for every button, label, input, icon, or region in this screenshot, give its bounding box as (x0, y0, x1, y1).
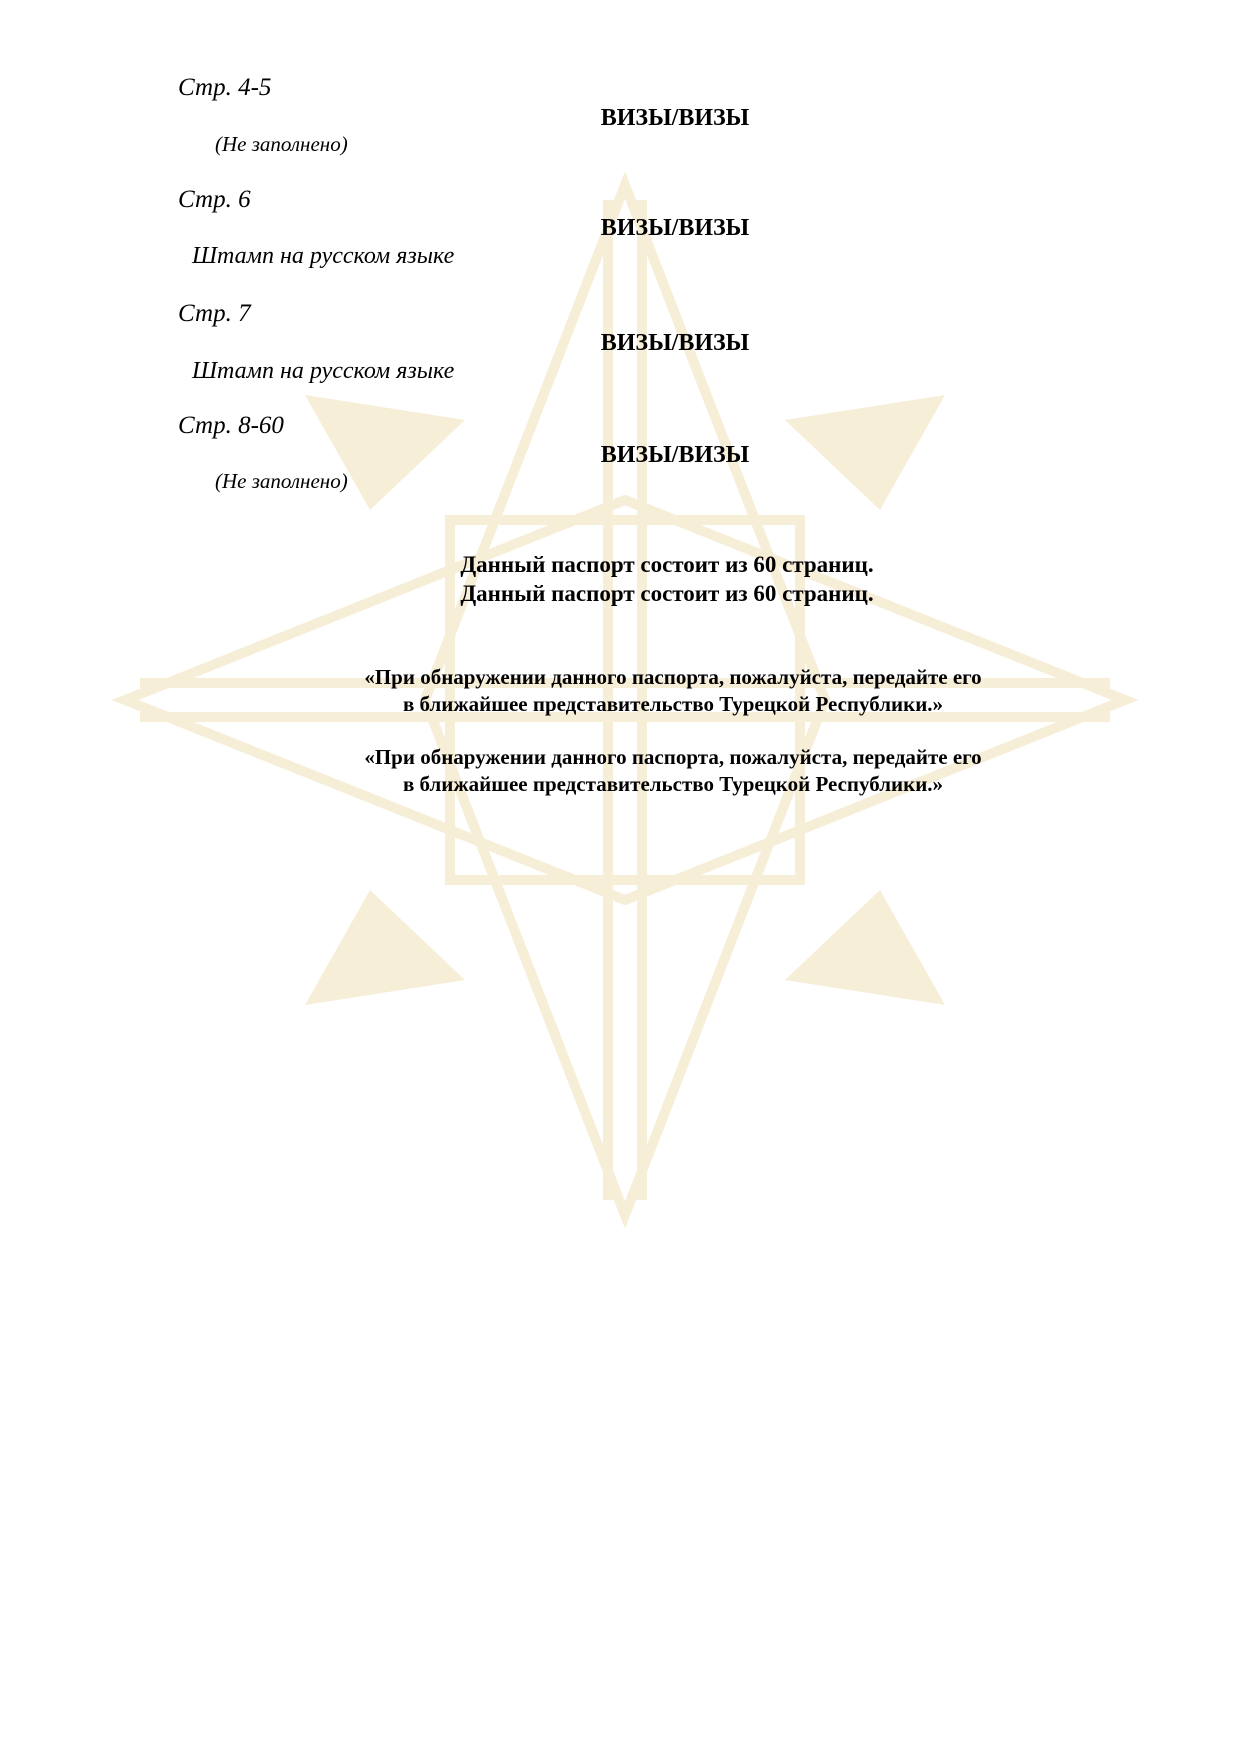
return-notice-line: «При обнаружении данного паспорта, пожалуйста, передайте его (364, 665, 982, 689)
return-notice-line: в ближайшее представительство Турецкой Республики.» (402, 692, 944, 716)
page-label: Стр. 8-60 (178, 412, 284, 439)
visa-heading: ВИЗЫ/ВИЗЫ (600, 442, 750, 468)
blank-note: (Не заполнено) (215, 469, 348, 493)
page-label: Стр. 6 (178, 186, 251, 213)
visa-heading: ВИЗЫ/ВИЗЫ (600, 105, 750, 131)
visa-heading: ВИЗЫ/ВИЗЫ (600, 330, 750, 356)
page-label: Стр. 4-5 (178, 74, 272, 101)
page-label: Стр. 7 (178, 300, 251, 327)
return-notice-line: в ближайшее представительство Турецкой Республики.» (402, 772, 944, 796)
visa-heading: ВИЗЫ/ВИЗЫ (600, 215, 750, 241)
return-notice-line: «При обнаружении данного паспорта, пожалуйста, передайте его (364, 745, 982, 769)
page-count-line: Данный паспорт состоит из 60 страниц. (460, 581, 874, 606)
stamp-note: Штамп на русском языке (192, 243, 455, 269)
page-count-line: Данный паспорт состоит из 60 страниц. (460, 552, 874, 577)
blank-note: (Не заполнено) (215, 132, 348, 156)
stamp-note: Штамп на русском языке (192, 358, 455, 384)
